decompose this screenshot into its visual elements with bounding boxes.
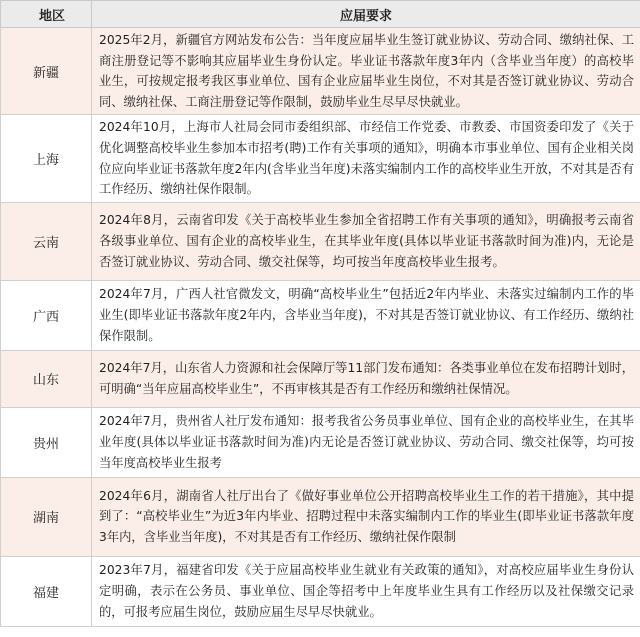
table-row: [1, 407, 640, 477]
region-cell: 贵州: [1, 407, 92, 477]
table-row: [1, 477, 640, 556]
requirement-cell: 2024年7月，贵州省人社厅发布通知：报考我省公务员事业单位、国有企业的高校毕业生，在其毕业年度(具体以毕业证书落款时间为准)内无论是否签订就业协议、劳动合同、缴交社保等，均可按当年度高校毕业生报考: [92, 407, 640, 477]
region-cell: 新疆: [1, 28, 92, 115]
header-region: 地区: [1, 1, 92, 28]
table-header-row: [1, 1, 640, 28]
table-row: [1, 202, 640, 280]
requirement-cell: 2023年7月，福建省印发《关于应届高校毕业生就业有关政策的通知》，对高校应届毕业生身份认定明确，表示在公务员、事业单位、国企等招考中上年度毕业生具有工作经历以及社保缴交记录的，可报考应届生岗位，鼓励应届生尽早尽快就业。: [92, 556, 640, 626]
table-row: [1, 556, 640, 626]
table-row: [1, 115, 640, 202]
region-cell: 上海: [1, 115, 92, 202]
requirement-cell: 2024年7月，广西人社官微发文，明确“高校毕业生”包括近2年内毕业、未落实过编制内工作的毕业生(即毕业证书落款年度2年内，含毕业当年度)，不对其是否签订就业协议、有工作经历、缴纳社保作限制。: [92, 280, 640, 350]
table-row: [1, 350, 640, 407]
table-row: [1, 28, 640, 115]
requirement-cell: 2024年6月，湖南省人社厅出台了《做好事业单位公开招聘高校毕业生工作的若干措施》，其中提到了：“高校毕业生”为近3年内毕业、招聘过程中未落实编制内工作的毕业生(即毕业证书落款年度3年内，含毕业当年度)，不对其是否有工作经历、缴纳社保作限制: [92, 477, 640, 556]
header-requirement: 应届要求: [92, 1, 640, 28]
region-cell: 山东: [1, 350, 92, 407]
requirement-cell: 2025年2月，新疆官方网站发布公告：当年度应届毕业生签订就业协议、劳动合同、缴纳社保、工商注册登记等不影响其应届毕业生身份认定。毕业证书落款年度3年内（含毕业当年度）的高校毕业生，可按规定报考我区事业单位、国有企业应届毕业生岗位，不对其是否签订就业协议、劳动合同、缴纳社保、工商注册登记等作限制，鼓励毕业生尽早尽快就业。: [92, 28, 640, 115]
requirement-cell: 2024年7月，山东省人力资源和社会保障厅等11部门发布通知：各类事业单位在发布招聘计划时，可明确“当年应届高校毕业生”，不再审核其是否有工作经历和缴纳社保情况。: [92, 350, 640, 407]
region-cell: 湖南: [1, 477, 92, 556]
table-row: [1, 280, 640, 350]
region-cell: 福建: [1, 556, 92, 626]
requirement-cell: 2024年10月，上海市人社局会同市委组织部、市经信工作党委、市教委、市国资委印发了《关于优化调整高校毕业生参加本市招考(聘)工作有关事项的通知》，明确本市事业单位、国有企业相关岗位应向毕业证书落款年度2年内(含毕业当年度)未落实编制内工作的高校毕业生开放，不对其是否有工作经历、缴纳社保作限制。: [92, 115, 640, 202]
requirement-cell: 2024年8月，云南省印发《关于高校毕业生参加全省招聘工作有关事项的通知》，明确报考云南省各级事业单位、国有企业的高校毕业生，在其毕业年度(具体以毕业证书落款时间为准)内，无论是否签订就业协议、劳动合同、缴交社保等，均可按当年度高校毕业生报考。: [92, 202, 640, 280]
region-cell: 云南: [1, 202, 92, 280]
region-cell: 广西: [1, 280, 92, 350]
